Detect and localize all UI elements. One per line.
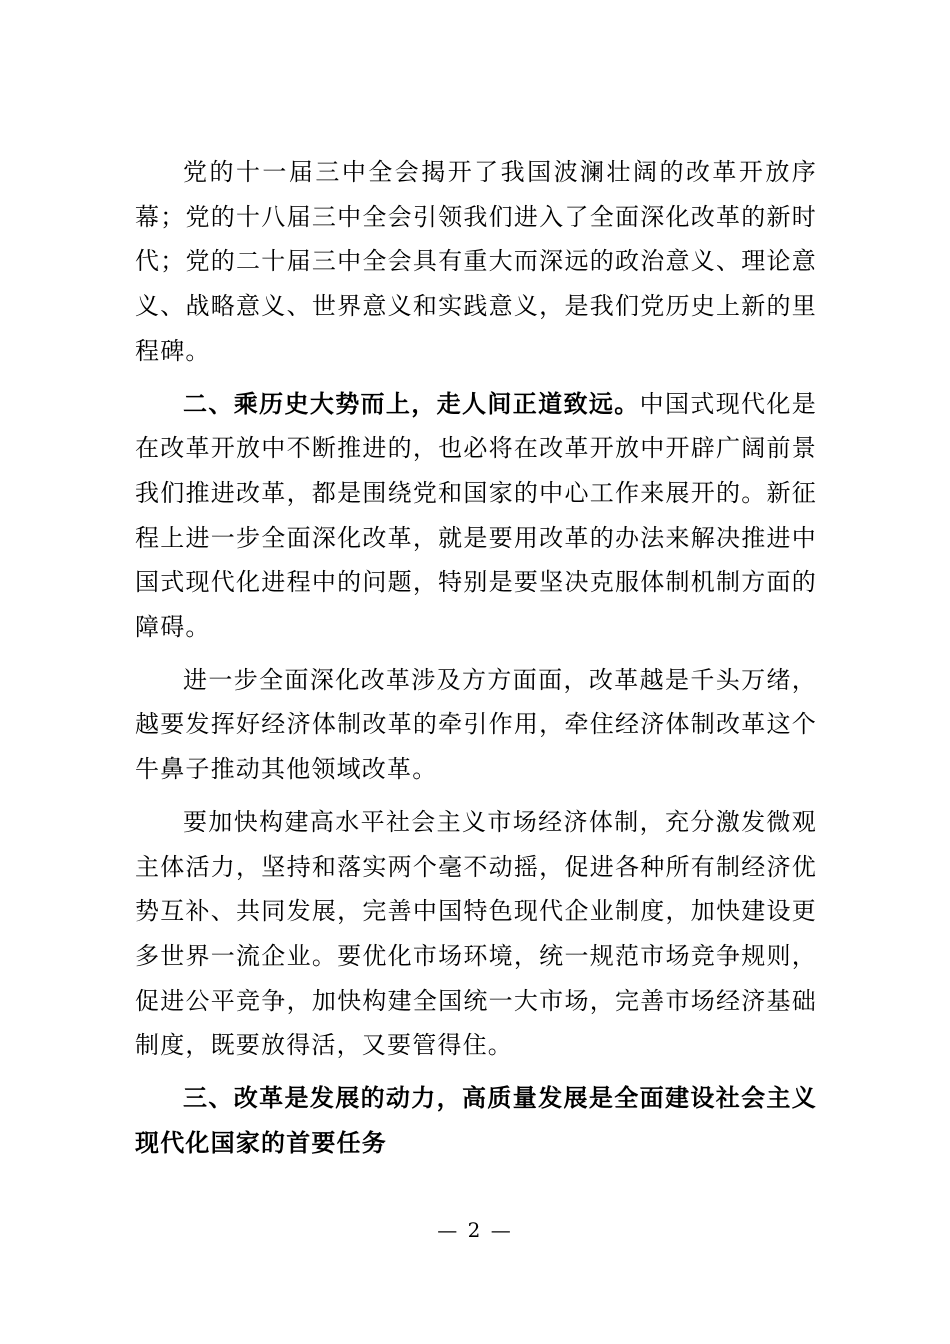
paragraph-2 — [135, 382, 817, 650]
paragraph-1 — [135, 150, 817, 374]
paragraph-text: 进一步全面深化改革涉及方方面面，改革越是千头万绪，越要发挥好经济体制改革的牵引作用，牵住经济体制改革这个牛鼻子推动其他领域改革。 — [135, 665, 817, 784]
section-heading-2: 二、乘历史大势而上，走人间正道致远。 — [183, 388, 640, 418]
section-heading-3 — [135, 1076, 817, 1165]
paragraph-text: 党的十一届三中全会揭开了我国波澜壮阔的改革开放序幕；党的十八届三中全会引领我们进入了全面深化改革的新时代；党的二十届三中全会具有重大而深远的政治意义、理论意义、战略意义、世界意义和实践意义，是我们党历史上新的里程碑。 — [135, 158, 817, 365]
paragraph-3 — [135, 658, 817, 792]
paragraph-4 — [135, 800, 817, 1068]
heading-text: 三、改革是发展的动力，高质量发展是全面建设社会主义现代化国家的首要任务 — [135, 1083, 817, 1157]
document-body — [135, 150, 817, 1173]
page-number: — 2 — — [437, 1218, 513, 1242]
paragraph-text: 要加快构建高水平社会主义市场经济体制，充分激发微观主体活力，坚持和落实两个毫不动摇，促进各种所有制经济优势互补、共同发展，完善中国特色现代企业制度，加快建设更多世界一流企业。要优化市场环境，统一规范市场竞争规则，促进公平竞争，加快构建全国统一大市场，完善市场经济基础制度，既要放得活，又要管得住。 — [135, 807, 817, 1060]
paragraph-text: 中国式现代化是在改革开放中不断推进的，也必将在改革开放中开辟广阔前景我们推进改革，都是围绕党和国家的中心工作来展开的。新征程上进一步全面深化改革，就是要用改革的办法来解决推进中国式现代化进程中的问题，特别是要坚决克服体制机制方面的障碍。 — [135, 389, 817, 642]
